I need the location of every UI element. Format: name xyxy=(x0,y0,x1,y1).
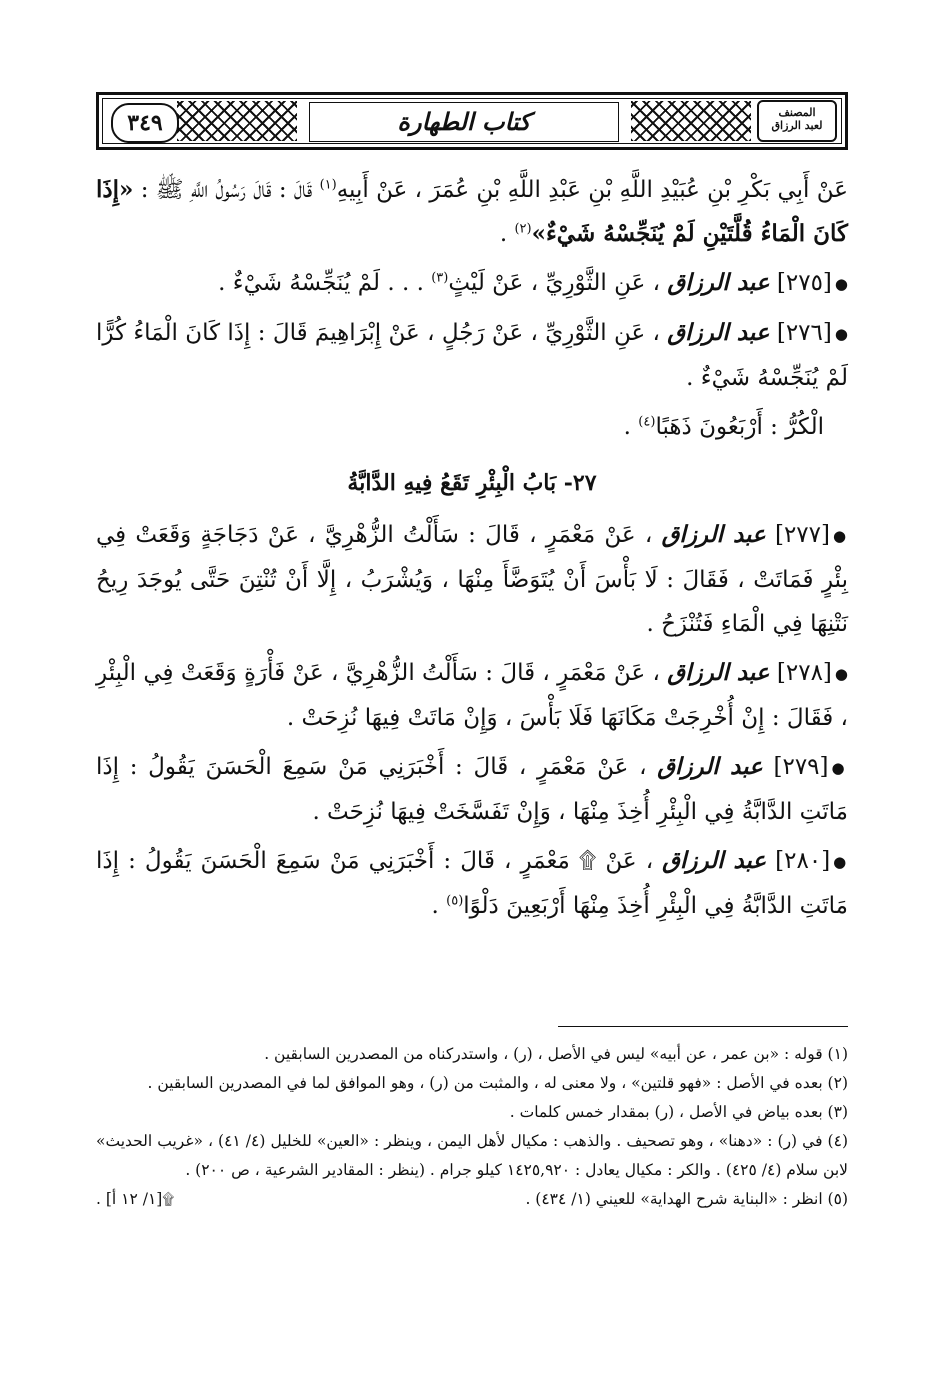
folio-marker: ۩[١/ ١٢ أ] . xyxy=(96,1190,175,1208)
report-277 xyxy=(96,513,848,646)
report-text-2: . . . لَمْ يُنَجِّسْهُ شَيْءٌ . xyxy=(218,270,432,296)
report-text: ، عَنْ مَعْمَرٍ ، قَالَ : سَأَلْتُ الزُّهْرِيَّ ، عَنْ فَأْرَةٍ وَقَعَتْ فِي الْبِئْرِ ، فَقَالَ : إِنْ أُخْرِجَتْ مَكَانَهَا فَلَا بَأْسَ ، وَإِنْ مَاتَتْ فِيهَا نُزِحَتْ . xyxy=(96,660,848,731)
report-275 xyxy=(96,261,848,306)
report-276 xyxy=(96,311,848,400)
page-header xyxy=(96,92,848,150)
footnote-ref-2[interactable]: (٢) xyxy=(514,221,532,237)
narrator-name: عبد الرزاق xyxy=(667,319,770,346)
footnote-3: (٣) بعده بياض في الأصل ، (ر) بمقدار خمس كلمات . xyxy=(509,1103,848,1121)
book-logo xyxy=(757,100,837,142)
report-text: ، عَنِ الثَّوْرِيِّ ، عَنْ رَجُلٍ ، عَنْ إِبْرَاهِيمَ قَالَ : إِذَا كَانَ الْمَاءُ كُرًّا لَمْ يُنَجِّسْهُ شَيْءٌ . xyxy=(96,320,848,391)
footnote-4: (٤) في (ر) : «دهنا» ، وهو تصحيف . والذهب : مكيال لأهل اليمن ، وينظر : «العين» للخليل (٤/ ٤١) ، «غريب الحديث» لابن سلام (٤/ ٤٢٥) . والكر : مكيال يعادل : ١٤٢٥,٩٢٠ كيلو جرام . (ينظر : المقادير الشرعية ، ص ٢٠٠) . xyxy=(96,1132,848,1179)
report-text: ، عَنْ ۩ مَعْمَرٍ ، قَالَ : أَخْبَرَنِي مَنْ سَمِعَ الْحَسَنَ يَقُولُ : إِذَا مَاتَتِ الدَّابَّةُ فِي الْبِئْرِ أُخِذَ مِنْهَا أَرْبَعِينَ دَلْوًا xyxy=(96,848,848,919)
ornament-left xyxy=(177,101,297,141)
report-278 xyxy=(96,651,848,740)
report-number: [٢٨٠] xyxy=(775,848,831,874)
report-text: ، عَنْ مَعْمَرٍ ، قَالَ : سَأَلْتُ الزُّهْرِيَّ ، عَنْ دَجَاجَةٍ وَقَعَتْ فِي بِئْرٍ فَمَاتَتْ ، فَقَالَ : لَا بَأْسَ أَنْ يُتَوَضَّأَ مِنْهَا ، وَيُشْرَبُ ، إِلَّا أَنْ تُنْتِنَ حَتَّى يُوجَدَ رِيحُ نَتْنِهَا فِي الْمَاءِ فَتُنْزَحُ . xyxy=(96,522,848,637)
note-text: الْكُرُّ : أَرْبَعُونَ ذَهَبًا xyxy=(655,414,824,440)
ornament-right xyxy=(631,101,751,141)
bullet-icon: ● xyxy=(832,527,849,545)
bullet-icon: ● xyxy=(831,759,848,777)
bullet-icon: ● xyxy=(834,325,848,343)
page-number: ٣٤٩ xyxy=(111,103,179,143)
bullet-icon: ● xyxy=(834,275,848,293)
footnote-2: (٢) بعده في الأصل : «فهو قلتين» ، ولا معنى له ، والمثبت من (ر) ، وهو الموافق لما في المصدرين السابقين . xyxy=(147,1074,848,1092)
report-end: . xyxy=(431,893,447,919)
footnote-ref-5[interactable]: (٥) xyxy=(446,893,464,909)
logo-text-top: المصنف xyxy=(778,106,816,119)
hadith-quote: «إِذَا كَانَ الْمَاءُ قُلَّتَيْنِ لَمْ يُنَجِّسْهُ شَيْءٌ» xyxy=(96,176,848,247)
narrator-name: عبد الرزاق xyxy=(657,753,763,780)
report-number: [٢٧٥] xyxy=(776,270,832,296)
report-number: [٢٧٩] xyxy=(773,754,829,780)
footnote-ref-3[interactable]: (٣) xyxy=(431,270,449,286)
intro-text-2: قَالَ : قَالَ رَسُولُ اللَّهِ ﷺ : xyxy=(133,177,320,203)
footnote-divider xyxy=(558,1026,848,1027)
footnote-5-row xyxy=(96,1185,848,1214)
report-number: [٢٧٧] xyxy=(774,522,830,548)
report-text: ، عَنْ مَعْمَرٍ ، قَالَ : أَخْبَرَنِي مَنْ سَمِعَ الْحَسَنَ يَقُولُ : إِذَا مَاتَتِ الدَّابَّةُ فِي الْبِئْرِ أُخِذَ مِنْهَا ، وَإِنْ تَفَسَّخَتْ فِيهَا نُزِحَتْ . xyxy=(96,754,848,825)
intro-end: . xyxy=(499,221,515,247)
bullet-icon: ● xyxy=(834,665,849,683)
narrator-name: عبد الرزاق xyxy=(661,521,766,548)
narrator-name: عبد الرزاق xyxy=(667,269,770,296)
footnote-ref-4[interactable]: (٤) xyxy=(638,414,656,430)
report-number: [٢٧٦] xyxy=(776,320,832,346)
narrator-name: عبد الرزاق xyxy=(667,659,770,686)
running-title: كتاب الطهارة xyxy=(309,102,619,142)
footnote-ref-1[interactable]: (١) xyxy=(319,177,337,193)
narrator-name: عبد الرزاق xyxy=(662,847,767,874)
main-text xyxy=(96,168,848,933)
report-279 xyxy=(96,745,848,834)
footnotes xyxy=(96,1040,848,1214)
section-heading: ٢٧- بَابُ الْبِئْرِ تَقَعُ فِيهِ الدَّابَّةُ xyxy=(347,470,597,496)
bullet-icon: ● xyxy=(833,853,848,871)
report-280 xyxy=(96,839,848,928)
report-number: [٢٧٨] xyxy=(776,660,832,686)
report-text: ، عَنِ الثَّوْرِيِّ ، عَنْ لَيْثٍ xyxy=(448,270,661,296)
logo-text-bottom: لعبد الرزاق xyxy=(771,119,823,132)
intro-text: عَنْ أَبِي بَكْرِ بْنِ عُبَيْدِ اللَّهِ بْنِ عَبْدِ اللَّهِ بْنِ عُمَرَ ، عَنْ أَبِيهِ xyxy=(336,177,848,203)
footnote-5: (٥) انظر : «البناية شرح الهداية» للعيني (١/ ٤٣٤) . xyxy=(525,1190,848,1208)
report-276-note xyxy=(96,405,848,449)
note-end: . xyxy=(623,414,639,440)
footnote-1: (١) قوله : «بن عمر ، عن أبيه» ليس في الأصل ، (ر) ، واستدركناه من المصدرين السابقين . xyxy=(264,1045,848,1063)
intro-paragraph xyxy=(96,168,848,256)
